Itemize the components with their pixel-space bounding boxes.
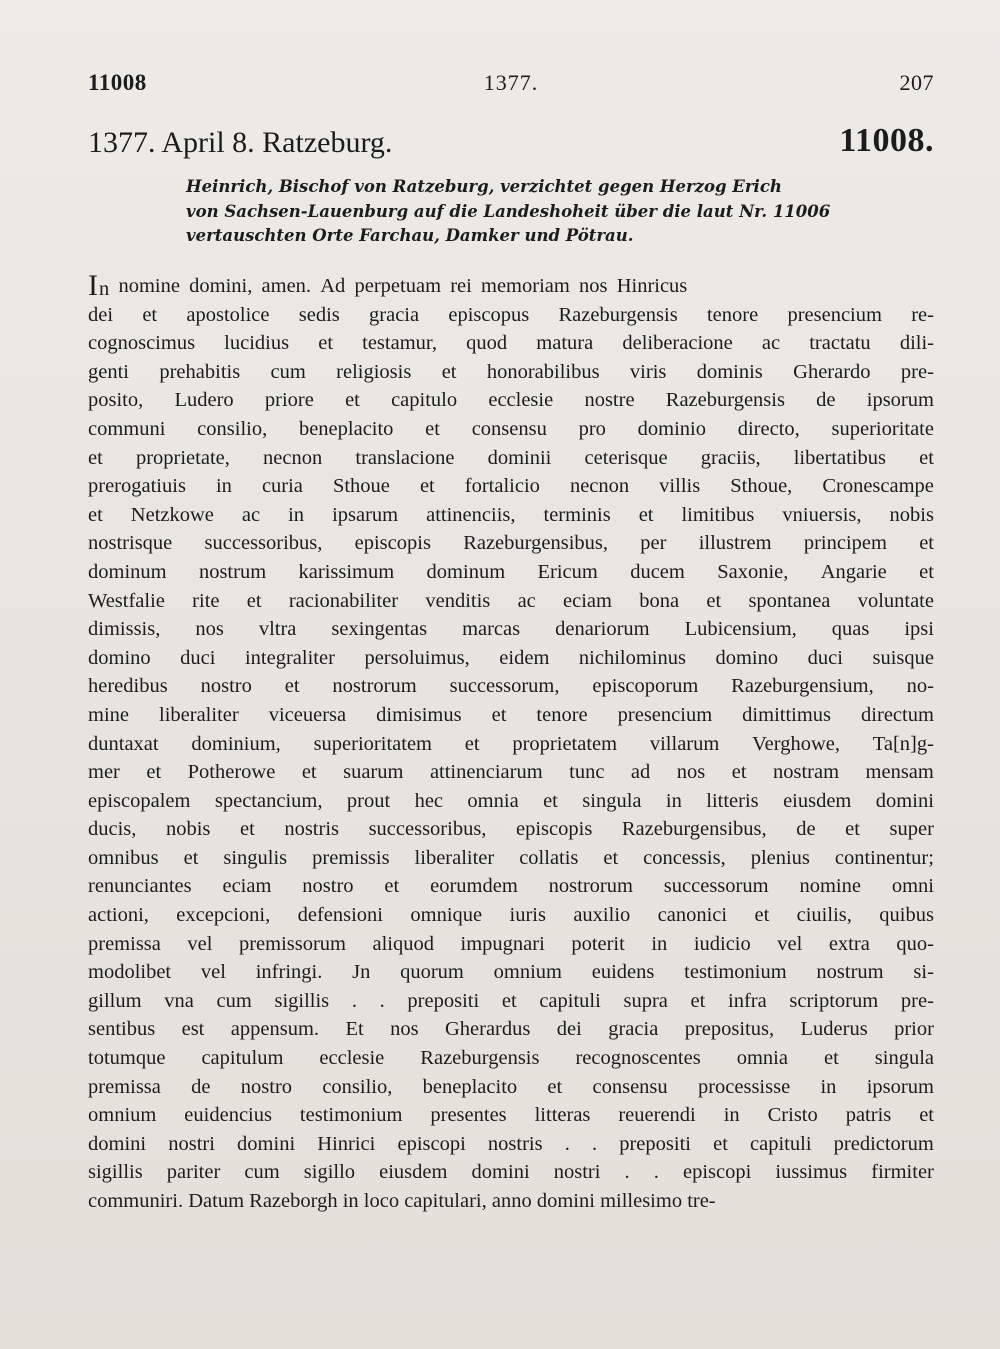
page-number: 207	[899, 70, 934, 95]
text-line: actioni, excepcioni, defensioni omnique iuris auxilio canonici et ciuilis, quibus	[88, 904, 934, 927]
text-line: premissa de nostro consilio, beneplacito et consensu processisse in ipsorum	[88, 1075, 934, 1098]
document-number: 11008.	[839, 122, 934, 159]
regest-summary	[186, 175, 934, 249]
text-line: domini nostri domini Hinrici episcopi nostris . . prepositi et capituli predictorum	[88, 1132, 934, 1155]
text-line: dei et apostolice sedis gracia episcopus Razeburgensis tenore presencium re-	[88, 303, 934, 326]
text-line: et proprietate, necnon translacione dominii ceterisque graciis, libertatibus et	[88, 446, 934, 469]
text-line: communi consilio, beneplacito et consensu pro dominio directo, superioritate	[88, 417, 934, 440]
text-line: In nomine domini, amen. Ad perpetuam rei memoriam nos Hinricus	[88, 269, 688, 302]
text-line: omnibus et singulis premissis liberaliter collatis et concessis, plenius continentur;	[88, 846, 934, 869]
regest-line: vertauschten Orte Farchau, Damker und Pötrau.	[186, 226, 634, 245]
running-head-document-number: 11008	[88, 70, 147, 95]
text-line: modolibet vel infringi. Jn quorum omnium euidens testimonium nostrum si-	[88, 961, 934, 984]
text-line: Westfalie rite et racionabiliter venditis ac eciam bona et spontanea voluntate	[88, 589, 934, 612]
text-line: dominum nostrum karissimum dominum Ericum ducem Saxonie, Angarie et	[88, 560, 934, 583]
charter-text	[88, 269, 934, 1216]
text-line: duntaxat dominium, superioritatem et proprietatem villarum Verghowe, Ta[n]g-	[88, 732, 934, 755]
running-head	[88, 70, 934, 104]
text-line: posito, Ludero priore et capitulo ecclesie nostre Razeburgensis de ipsorum	[88, 389, 934, 412]
text-line: genti prehabitis cum religiosis et honorabilibus viris dominis Gherardo pre-	[88, 360, 934, 383]
text-line: episcopalem spectancium, prout hec omnia et singula in litteris eiusdem domini	[88, 789, 934, 812]
text-line: dimissis, nos vltra sexingentas marcas denariorum Lubicensium, quas ipsi	[88, 618, 934, 641]
text-line: ducis, nobis et nostris successoribus, episcopis Razeburgensibus, de et super	[88, 818, 934, 841]
regest-line: Heinrich, Bischof von Ratzeburg, verzichtet gegen Herzog Erich	[186, 177, 782, 196]
text-line: renunciantes eciam nostro et eorumdem nostrorum successorum nomine omni	[88, 875, 934, 898]
text-line: prerogatiuis in curia Sthoue et fortalicio necnon villis Sthoue, Cronescampe	[88, 475, 934, 498]
text-line: mine liberaliter viceuersa dimisimus et tenore presencium dimittimus directum	[88, 703, 934, 726]
text-line: sigillis pariter cum sigillo eiusdem domini nostri . . episcopi iussimus firmiter	[88, 1161, 934, 1184]
text-line: totumque capitulum ecclesie Razeburgensis recognoscentes omnia et singula	[88, 1047, 934, 1070]
text-line: communiri. Datum Razeborgh in loco capitulari, anno domini millesimo tre-	[88, 1190, 716, 1212]
text-line: gillum vna cum sigillis . . prepositi et capituli supra et infra scriptorum pre-	[88, 989, 934, 1012]
text-line: heredibus nostro et nostrorum successorum, episcoporum Razeburgensium, no-	[88, 675, 934, 698]
regest-line: von Sachsen-Lauenburg auf die Landeshoheit über die laut Nr. 11006	[186, 201, 831, 221]
running-head-year: 1377.	[483, 70, 539, 95]
document-heading	[88, 120, 934, 170]
text-line: et Netzkowe ac in ipsarum attinenciis, terminis et limitibus vniuersis, nobis	[88, 503, 934, 526]
text-line: mer et Potherowe et suarum attinenciarum tunc ad nos et nostram mensam	[88, 761, 934, 784]
text-line: domino duci integraliter persoluimus, eidem nichilominus domino duci suisque	[88, 646, 934, 669]
document-date-place: 1377. April 8. Ratzeburg.	[88, 126, 393, 159]
text-line: premissa vel premissorum aliquod impugnari poterit in iudicio vel extra quo-	[88, 932, 934, 955]
text-line: omnium euidencius testimonium presentes litteras reuerendi in Cristo patris et	[88, 1104, 934, 1127]
text-line: sentibus est appensum. Et nos Gherardus dei gracia prepositus, Luderus prior	[88, 1018, 934, 1041]
text-line: nostrisque successoribus, episcopis Razeburgensibus, per illustrem principem et	[88, 532, 934, 555]
text-line: cognoscimus lucidius et testamur, quod matura deliberacione ac tractatu dili-	[88, 332, 934, 355]
